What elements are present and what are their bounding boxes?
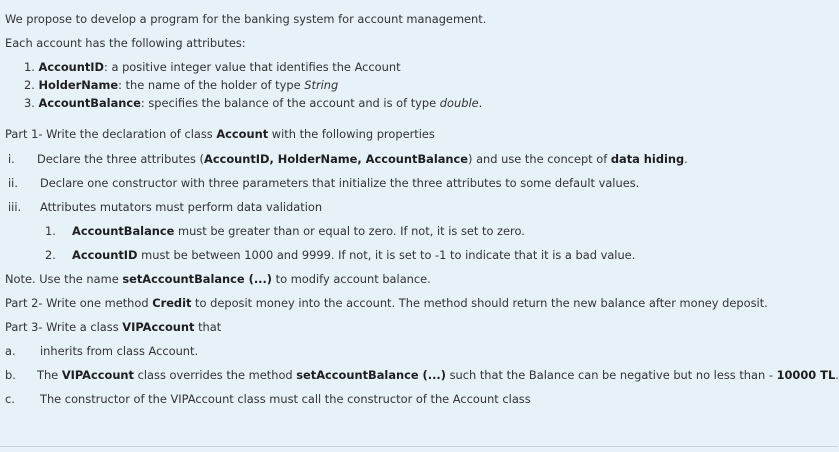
item-text: ) and use the concept of bbox=[468, 152, 611, 166]
part1-subitem-1 bbox=[72, 224, 525, 239]
list-marker: iii. bbox=[8, 200, 22, 214]
item-text: . bbox=[835, 368, 839, 382]
part3-heading bbox=[5, 320, 221, 335]
attribute-desc: : the name of the holder of type bbox=[118, 78, 305, 92]
part3-class-name: VIPAccount bbox=[122, 320, 195, 334]
list-marker: b. bbox=[5, 368, 16, 382]
item-bold: AccountID bbox=[72, 248, 138, 262]
item-bold: VIPAccount bbox=[61, 368, 134, 382]
note-line bbox=[5, 272, 431, 287]
item-text: such that the Balance can be negative but no less than - bbox=[445, 368, 777, 382]
attribute-type: double bbox=[439, 96, 479, 110]
item-bold: 10000 TL bbox=[776, 368, 836, 382]
part3-item-b bbox=[37, 368, 839, 383]
attribute-end: . bbox=[478, 96, 483, 110]
list-marker: i. bbox=[8, 152, 15, 166]
part3-pre: Part 3- Write a class bbox=[5, 320, 123, 334]
item-text: class overrides the method bbox=[133, 368, 297, 382]
item-bold: AccountBalance bbox=[72, 224, 175, 238]
item-text: . bbox=[684, 152, 688, 166]
attribute-number: 2. bbox=[24, 78, 35, 92]
bottom-divider bbox=[0, 446, 838, 447]
item-bold: setAccountBalance (...) bbox=[296, 368, 446, 382]
part1-heading bbox=[5, 127, 435, 142]
part2-method: Credit bbox=[152, 296, 192, 310]
list-marker: ii. bbox=[8, 176, 18, 190]
list-marker: 1. bbox=[45, 224, 56, 238]
part2-post: to deposit money into the account. The method should return the new balance after money deposit. bbox=[191, 296, 768, 310]
attribute-number: 3. bbox=[24, 96, 35, 110]
item-text: must be greater than or equal to zero. If not, it is set to zero. bbox=[174, 224, 525, 238]
attribute-item bbox=[24, 60, 401, 75]
attribute-name: HolderName bbox=[38, 78, 119, 92]
attribute-desc: : a positive integer value that identifies the Account bbox=[104, 60, 401, 74]
intro-line-1: We propose to develop a program for the banking system for account management. bbox=[5, 12, 487, 26]
attribute-name: AccountBalance bbox=[38, 96, 141, 110]
item-bold: data hiding bbox=[610, 152, 685, 166]
part1-item-1 bbox=[37, 152, 688, 167]
part1-subitem-2 bbox=[72, 248, 635, 263]
part1-heading-pre: Part 1- Write the declaration of class bbox=[5, 127, 217, 141]
note-post: to modify account balance. bbox=[272, 272, 431, 286]
part3-item-c: The constructor of the VIPAccount class must call the constructor of the Account class bbox=[40, 392, 531, 406]
attribute-desc: : specifies the balance of the account and is of type bbox=[140, 96, 440, 110]
attribute-item bbox=[24, 96, 482, 111]
item-text: The bbox=[37, 368, 62, 382]
part3-post: that bbox=[194, 320, 222, 334]
item-bold: AccountID, HolderName, AccountBalance bbox=[204, 152, 469, 166]
part1-heading-post: with the following properties bbox=[268, 127, 435, 141]
attribute-type: String bbox=[304, 78, 339, 92]
part1-item-3: Attributes mutators must perform data validation bbox=[40, 200, 323, 214]
note-method: setAccountBalance (...) bbox=[122, 272, 273, 286]
attribute-item bbox=[24, 78, 338, 93]
note-pre: Note. Use the name bbox=[5, 272, 123, 286]
part2-heading bbox=[5, 296, 768, 311]
list-marker: 2. bbox=[45, 248, 56, 262]
item-text: Declare the three attributes ( bbox=[37, 152, 204, 166]
list-marker: c. bbox=[5, 392, 15, 406]
list-marker: a. bbox=[5, 344, 16, 358]
part2-pre: Part 2- Write one method bbox=[5, 296, 153, 310]
part3-item-a: inherits from class Account. bbox=[40, 344, 199, 358]
part1-class-name: Account bbox=[216, 127, 269, 141]
intro-line-2: Each account has the following attributes: bbox=[5, 36, 246, 50]
attribute-number: 1. bbox=[24, 60, 35, 74]
part1-item-2: Declare one constructor with three parameters that initialize the three attributes to some default values. bbox=[40, 176, 640, 190]
item-text: must be between 1000 and 9999. If not, it is set to -1 to indicate that it is a bad value. bbox=[137, 248, 636, 262]
attribute-name: AccountID bbox=[38, 60, 105, 74]
